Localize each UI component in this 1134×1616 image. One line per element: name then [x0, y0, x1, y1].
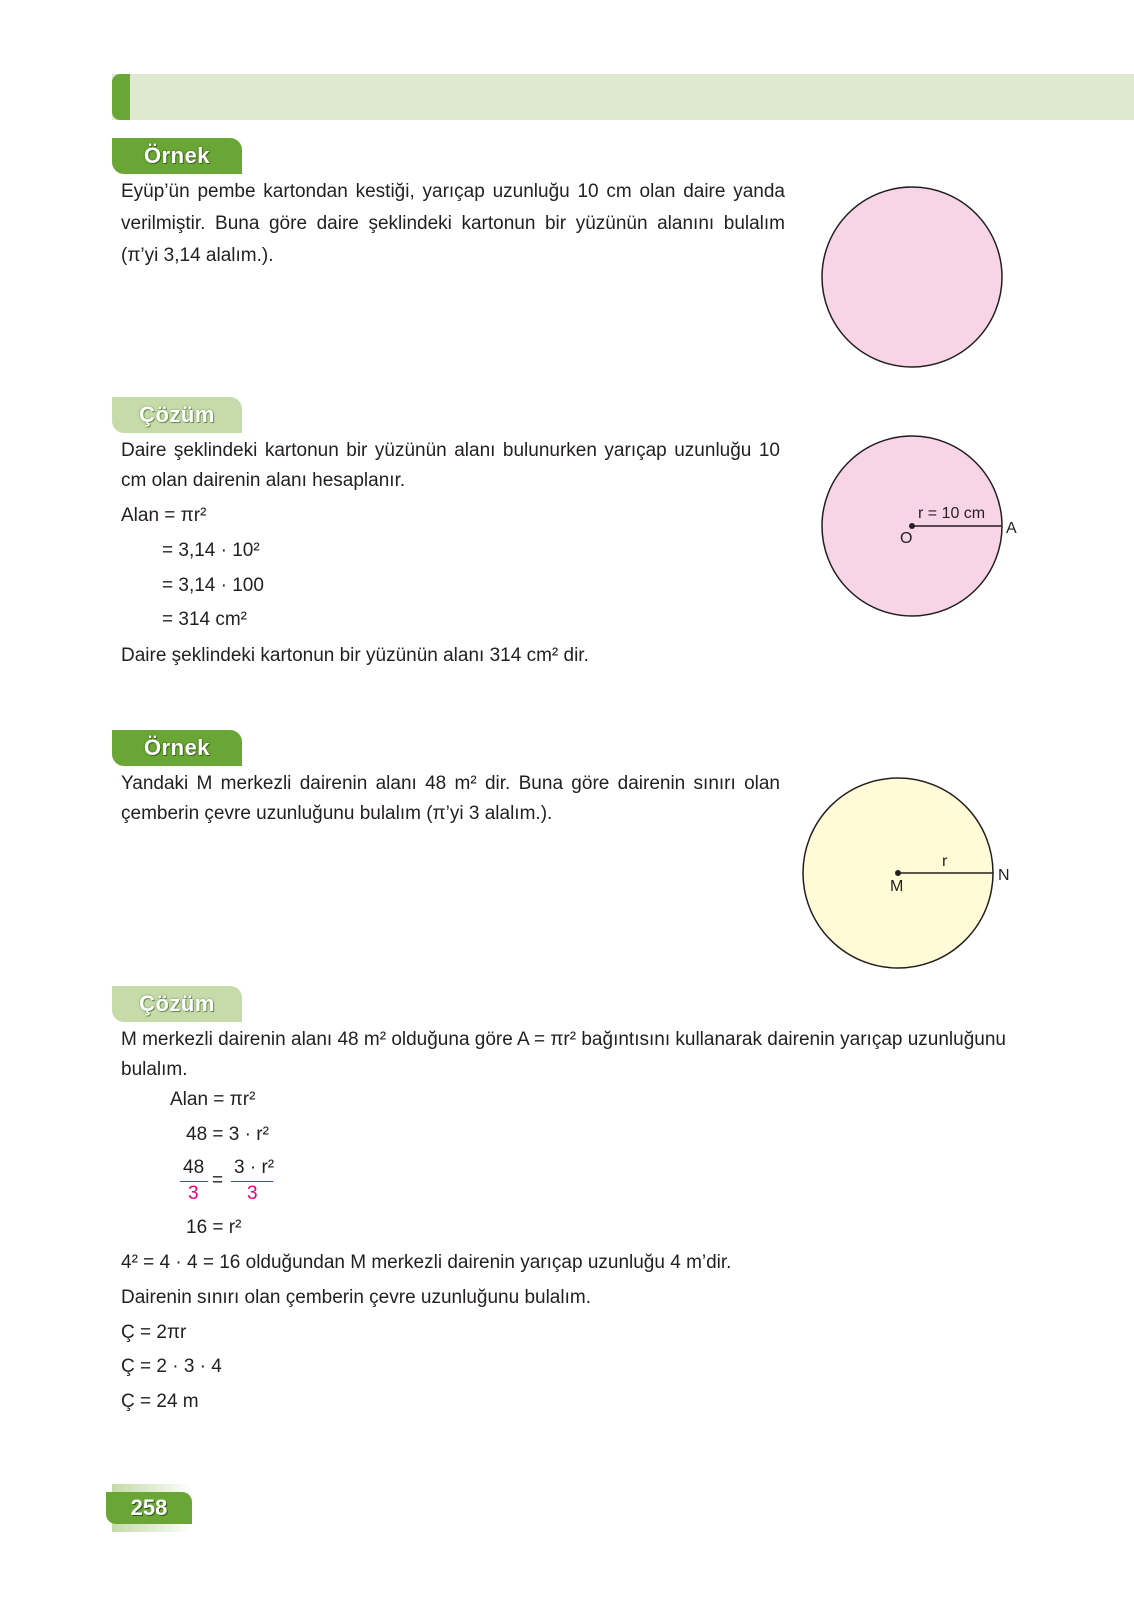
fraction-equals: =	[212, 1170, 224, 1191]
circumference-step: Ç = 2 · 3 · 4	[121, 1356, 222, 1377]
fraction-bar-right	[231, 1181, 273, 1182]
area-step-1: = 3,14 · 10²	[162, 540, 260, 561]
example2-text: Yandaki M merkezli dairenin alanı 48 m² dir. Buna göre dairenin sınırı olan çemberin çevre uzunluğunu bulalım (π’yi 3 alalım.).	[121, 773, 780, 824]
header-accent	[112, 74, 130, 120]
example-tag: Örnek	[112, 138, 242, 174]
circumference-formula: Ç = 2πr	[121, 1322, 187, 1343]
circumference-result: Ç = 24 m	[121, 1391, 199, 1412]
equation-step-1: 48 = 3 · r²	[186, 1124, 269, 1145]
header-band	[112, 74, 1134, 120]
circle-o-diagram	[820, 435, 1020, 621]
solution-tag: Çözüm	[112, 397, 242, 433]
point-label-a: A	[1006, 520, 1017, 537]
solution-tag-2: Çözüm	[112, 986, 242, 1022]
page-number: 258	[106, 1492, 192, 1524]
equation-step-3: 16 = r²	[186, 1217, 242, 1238]
center-label-m: M	[890, 878, 904, 895]
area-step-3: = 314 cm²	[162, 609, 248, 630]
circle-m-diagram	[802, 777, 1032, 971]
example-tag-2: Örnek	[112, 730, 242, 766]
area-formula-2: Alan = πr²	[170, 1089, 256, 1110]
fraction-left-numerator: 48	[183, 1157, 205, 1178]
center-label-o: O	[900, 530, 913, 547]
fraction-bar-left	[180, 1181, 208, 1182]
area-step-2: = 3,14 · 100	[162, 575, 264, 596]
example1-text: Eyüp’ün pembe kartondan kestiği, yarıçap uzunluğu 10 cm olan daire yanda verilmiştir. Buna göre daire şeklindeki kartonun bir yüzünün alanını bulalım (π’yi 3,14 alalım.).	[121, 181, 785, 266]
circumference-intro: Dairenin sınırı olan çemberin çevre uzunluğunu bulalım.	[121, 1287, 591, 1308]
radius-conclusion: 4² = 4 · 4 = 16 olduğundan M merkezli dairenin yarıçap uzunluğu 4 m’dir.	[121, 1252, 732, 1273]
radius-label: r = 10 cm	[918, 505, 986, 522]
area-formula: Alan = πr²	[121, 505, 207, 526]
fraction-right-denominator: 3	[247, 1183, 258, 1204]
point-label-n: N	[998, 867, 1010, 884]
solution1-conclusion: Daire şeklindeki kartonun bir yüzünün alanı 314 cm² dir.	[121, 645, 589, 666]
radius-label-r: r	[942, 853, 948, 870]
solution2-text: M merkezli dairenin alanı 48 m² olduğuna göre A = πr² bağıntısını kullanarak dairenin yarıçap uzunluğunu bulalım.	[121, 1029, 1006, 1080]
fraction-right-numerator: 3 · r²	[234, 1157, 275, 1178]
fraction-left-denominator: 3	[188, 1183, 199, 1204]
pink-circle-diagram	[820, 185, 1006, 371]
solution1-text: Daire şeklindeki kartonun bir yüzünün alanı bulunurken yarıçap uzunluğu 10 cm olan dairenin alanı hesaplanır.	[121, 440, 780, 491]
